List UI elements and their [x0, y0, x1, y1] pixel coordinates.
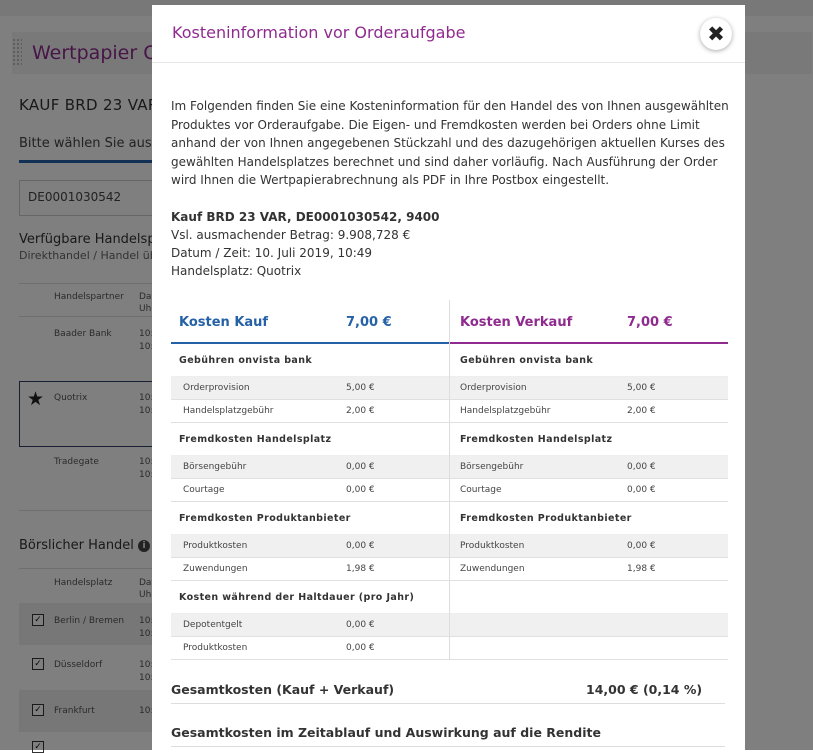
order-summary	[171, 208, 731, 280]
cost-group-title: Fremdkosten Handelsplatz	[179, 434, 332, 445]
cost-label: Courtage	[460, 485, 502, 495]
cost-row	[171, 637, 449, 660]
total-costs-label: Gesamtkosten (Kauf + Verkauf)	[171, 682, 395, 697]
sell-costs-column	[449, 300, 728, 660]
sell-costs-title: Kosten Verkauf	[460, 315, 573, 330]
cost-label: Produktkosten	[183, 541, 248, 551]
cost-value: 0,00 €	[346, 643, 375, 653]
cost-label: Produktkosten	[460, 541, 525, 551]
cost-row	[450, 558, 728, 581]
cost-label: Zuwendungen	[183, 564, 248, 574]
cost-label: Zuwendungen	[460, 564, 525, 574]
cost-value: 0,00 €	[346, 485, 375, 495]
cost-row	[171, 614, 449, 637]
cost-label: Produktkosten	[183, 643, 248, 653]
cost-value: 2,00 €	[346, 406, 375, 416]
cost-value: 0,00 €	[346, 620, 375, 630]
costs-over-time-section[interactable]	[171, 722, 725, 747]
cost-label: Depotentgelt	[183, 620, 243, 630]
cost-label: Handelsplatzgebühr	[460, 406, 551, 416]
empty-cost-row	[450, 614, 728, 637]
cost-row	[171, 400, 449, 423]
cost-group-title: Gebühren onvista bank	[179, 355, 313, 366]
sell-costs-header	[450, 300, 728, 344]
cost-row	[450, 456, 728, 479]
cost-group	[171, 344, 449, 377]
cost-row	[450, 479, 728, 502]
cost-row	[171, 535, 449, 558]
total-costs-value: 14,00 € (0,14 %)	[586, 682, 703, 697]
costs-over-time-title: Gesamtkosten im Zeitablauf und Auswirkung auf die Rendite	[171, 725, 601, 740]
cost-value: 0,00 €	[627, 485, 656, 495]
cost-value: 0,00 €	[627, 462, 656, 472]
order-product: Kauf BRD 23 VAR, DE0001030542, 9400	[171, 210, 440, 224]
buy-costs-title: Kosten Kauf	[179, 315, 269, 330]
cost-row	[171, 558, 449, 581]
cost-label: Courtage	[183, 485, 225, 495]
order-datetime: Datum / Zeit: 10. Juli 2019, 10:49	[171, 246, 373, 260]
cost-group	[171, 502, 449, 535]
order-amount: Vsl. ausmachender Betrag: 9.908,728 €	[171, 228, 411, 242]
cost-value: 0,00 €	[346, 462, 375, 472]
cost-value: 2,00 €	[627, 406, 656, 416]
cost-value: 0,00 €	[627, 541, 656, 551]
empty-cost-group	[450, 581, 728, 614]
cost-row	[450, 535, 728, 558]
cost-value: 1,98 €	[627, 564, 656, 574]
cost-label: Orderprovision	[183, 383, 250, 393]
cost-label: Handelsplatzgebühr	[183, 406, 274, 416]
buy-costs-total: 7,00 €	[346, 315, 392, 330]
cost-group	[171, 581, 449, 614]
intro-text: Im Folgenden finden Sie eine Kosteninformation für den Handel des von Ihnen ausgewählten Produktes vor Orderaufgabe. Die Eigen- und Fremdkosten werden bei Orders ohne Limit anhand der von Ihnen angegebenen Stückzahl und des dazugehörigen aktuellen Kurses des gewählten Handelsplatzes berechnet und sind daher vorläufig. Nach Ausführung der Order wird Ihnen die Wertpapierabrechnung als PDF in Ihre Postbox eingestellt.	[171, 99, 729, 188]
cost-group-title: Fremdkosten Produktanbieter	[460, 513, 632, 524]
empty-cost-row	[450, 637, 728, 660]
cost-label: Börsengebühr	[183, 462, 247, 472]
buy-costs-header	[171, 300, 449, 344]
cost-value: 1,98 €	[346, 564, 375, 574]
cost-group	[450, 502, 728, 535]
cost-row	[450, 377, 728, 400]
cost-group	[450, 344, 728, 377]
cost-row	[171, 456, 449, 479]
modal-title: Kosteninformation vor Orderaufgabe	[172, 23, 466, 42]
order-venue: Handelsplatz: Quotrix	[171, 264, 302, 278]
modal-header	[152, 5, 745, 63]
cost-label: Orderprovision	[460, 383, 527, 393]
cost-row	[171, 377, 449, 400]
cost-group-title: Fremdkosten Produktanbieter	[179, 513, 351, 524]
cost-label: Börsengebühr	[460, 462, 524, 472]
buy-costs-column	[171, 300, 449, 660]
cost-value: 5,00 €	[627, 383, 656, 393]
cost-group	[171, 423, 449, 456]
cost-info-modal	[152, 5, 745, 750]
cost-group-title: Kosten während der Haltdauer (pro Jahr)	[179, 592, 415, 603]
sell-costs-total: 7,00 €	[627, 315, 673, 330]
cost-value: 0,00 €	[346, 541, 375, 551]
close-icon[interactable]: ✖	[700, 18, 732, 50]
total-costs-row	[171, 676, 725, 704]
cost-row	[171, 479, 449, 502]
cost-group-title: Fremdkosten Handelsplatz	[460, 434, 613, 445]
cost-group-title: Gebühren onvista bank	[460, 355, 594, 366]
cost-group	[450, 423, 728, 456]
cost-value: 5,00 €	[346, 383, 375, 393]
cost-row	[450, 400, 728, 423]
